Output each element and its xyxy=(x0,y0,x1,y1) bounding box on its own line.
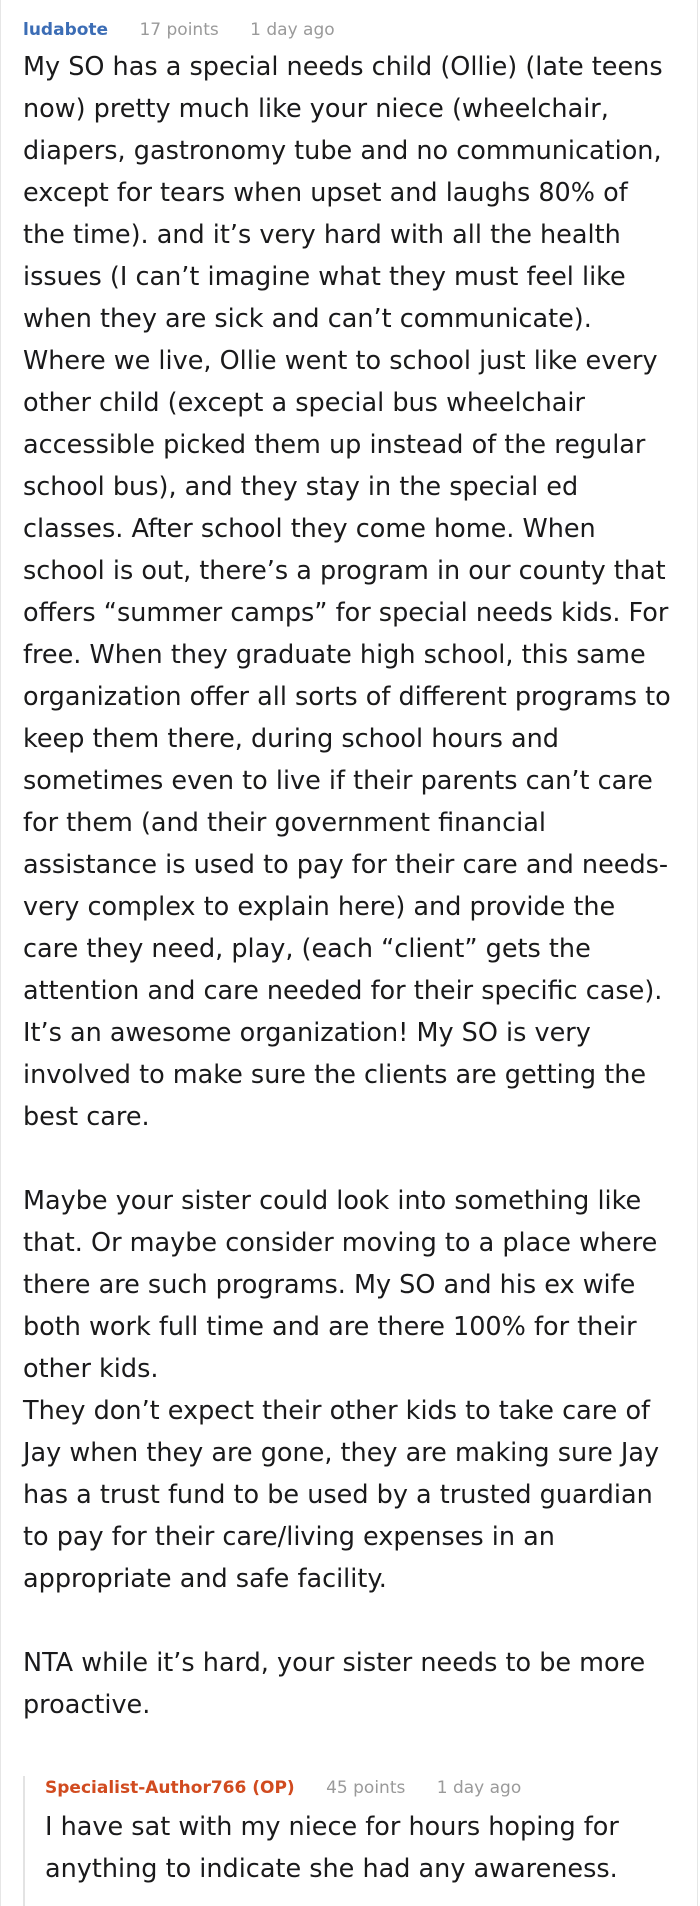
reply-body xyxy=(45,1806,673,1890)
reply-points: 45 points xyxy=(326,1778,406,1798)
comment-author-link[interactable]: ludabote xyxy=(23,20,109,40)
reply-comment xyxy=(23,1776,673,1906)
comment-meta xyxy=(23,18,673,42)
comment-paragraph: Where we live, Ollie went to school just like every other child (except a special bus wheelchair accessible picked them up instead of the regular school bus), and they stay in the special ed classes. After school they come home. When school is out, there’s a program in our county that offers “summer camps” for special needs kids. For free. When they graduate high school, this same organization offer all sorts of different programs to keep them there, during school hours and sometimes even to live if their parents can’t care for them (and their government financial assistance is used to pay for their care and needs- very complex to explain here) and provide the care they need, play, (each “client” gets the attention and care needed for their specific case). It’s an awesome organization! My SO is very involved to make sure the clients are getting the best care. xyxy=(23,346,679,1132)
reply-paragraph: I have sat with my niece for hours hoping for anything to indicate she had any awareness. xyxy=(45,1812,627,1884)
comment-paragraph: Maybe your sister could look into something like that. Or maybe consider moving to a place where there are such programs. My SO and his ex wife both work full time and are there 100% for their other kids. xyxy=(23,1186,666,1384)
reply-author-link[interactable]: Specialist-Author766 (OP) xyxy=(45,1778,295,1798)
paragraph-gap xyxy=(23,1600,673,1642)
comment-paragraph: NTA while it’s hard, your sister needs to be more proactive. xyxy=(23,1648,654,1720)
comment-body xyxy=(23,46,679,1726)
comment-paragraph: My SO has a special needs child (Ollie) (late teens now) pretty much like your niece (wheelchair, diapers, gastronomy tube and no communication, except for tears when upset and laughs 80% of the time). and it’s very hard with all the health issues (I can’t imagine what they must feel like when they are sick and can’t communicate). xyxy=(23,52,671,334)
comment-timestamp[interactable]: 1 day ago xyxy=(250,20,335,40)
paragraph-gap xyxy=(23,1138,673,1180)
comment xyxy=(23,18,679,1726)
reply-timestamp[interactable]: 1 day ago xyxy=(436,1778,522,1798)
comment-points: 17 points xyxy=(139,20,219,40)
comment-paragraph: They don’t expect their other kids to take care of Jay when they are gone, they are making sure Jay has a trust fund to be used by a trusted guardian to pay for their care/living expenses in an appropriate and safe facility. xyxy=(23,1396,668,1594)
reply-meta xyxy=(45,1776,673,1800)
